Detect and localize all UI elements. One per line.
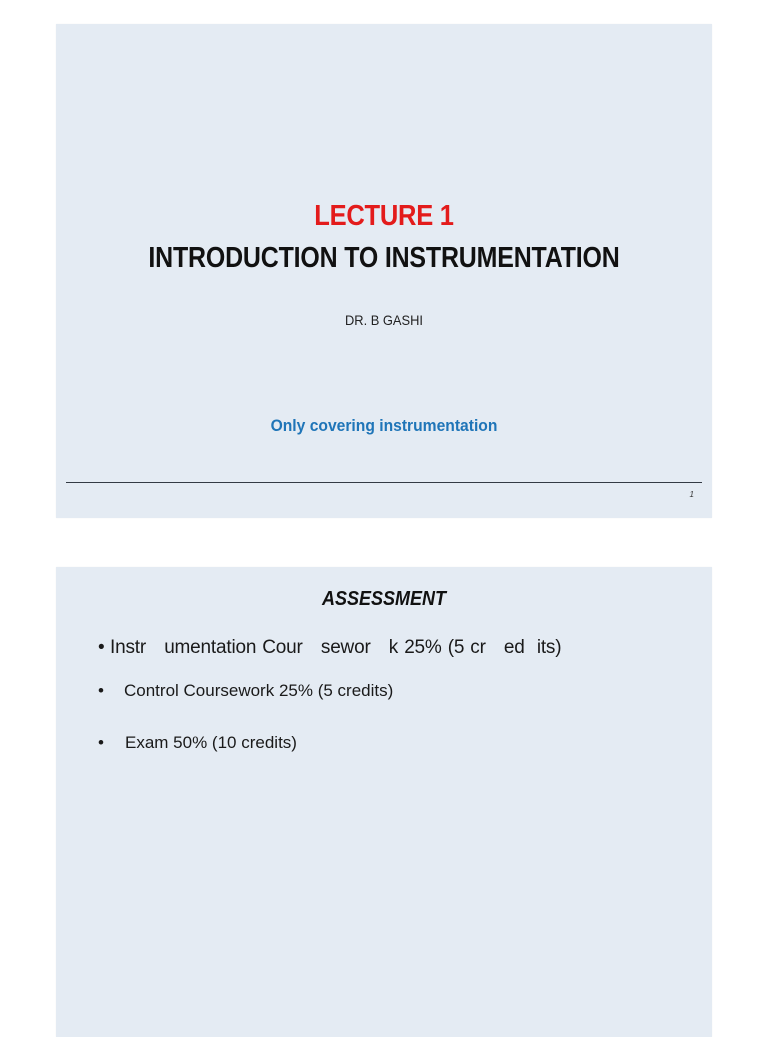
- lecture-title: INTRODUCTION TO INSTRUMENTATION: [148, 242, 620, 274]
- list-item-text: Exam 50% (10 credits): [125, 733, 297, 752]
- lecture-label: LECTURE 1: [314, 200, 454, 232]
- assessment-list: [98, 635, 561, 783]
- assessment-title: ASSESSMENT: [321, 588, 447, 610]
- list-item-text: Instr umentation Cour sewor k 25% (5 cr ed its): [110, 637, 562, 658]
- bullet-icon: •: [98, 637, 105, 658]
- footer-divider: [66, 482, 702, 483]
- bullet-icon: •: [98, 681, 104, 700]
- author-name: DR. B GASHI: [344, 312, 423, 328]
- list-item: [98, 635, 561, 679]
- list-item-text: Control Coursework 25% (5 credits): [124, 681, 394, 700]
- bullet-icon: •: [98, 733, 104, 752]
- page-number: 1: [689, 490, 694, 499]
- slide-assessment: [56, 567, 712, 1037]
- slide-title: [56, 24, 712, 518]
- list-item: [98, 679, 561, 731]
- list-item: [98, 731, 561, 783]
- subtitle: Only covering instrumentation: [270, 416, 498, 435]
